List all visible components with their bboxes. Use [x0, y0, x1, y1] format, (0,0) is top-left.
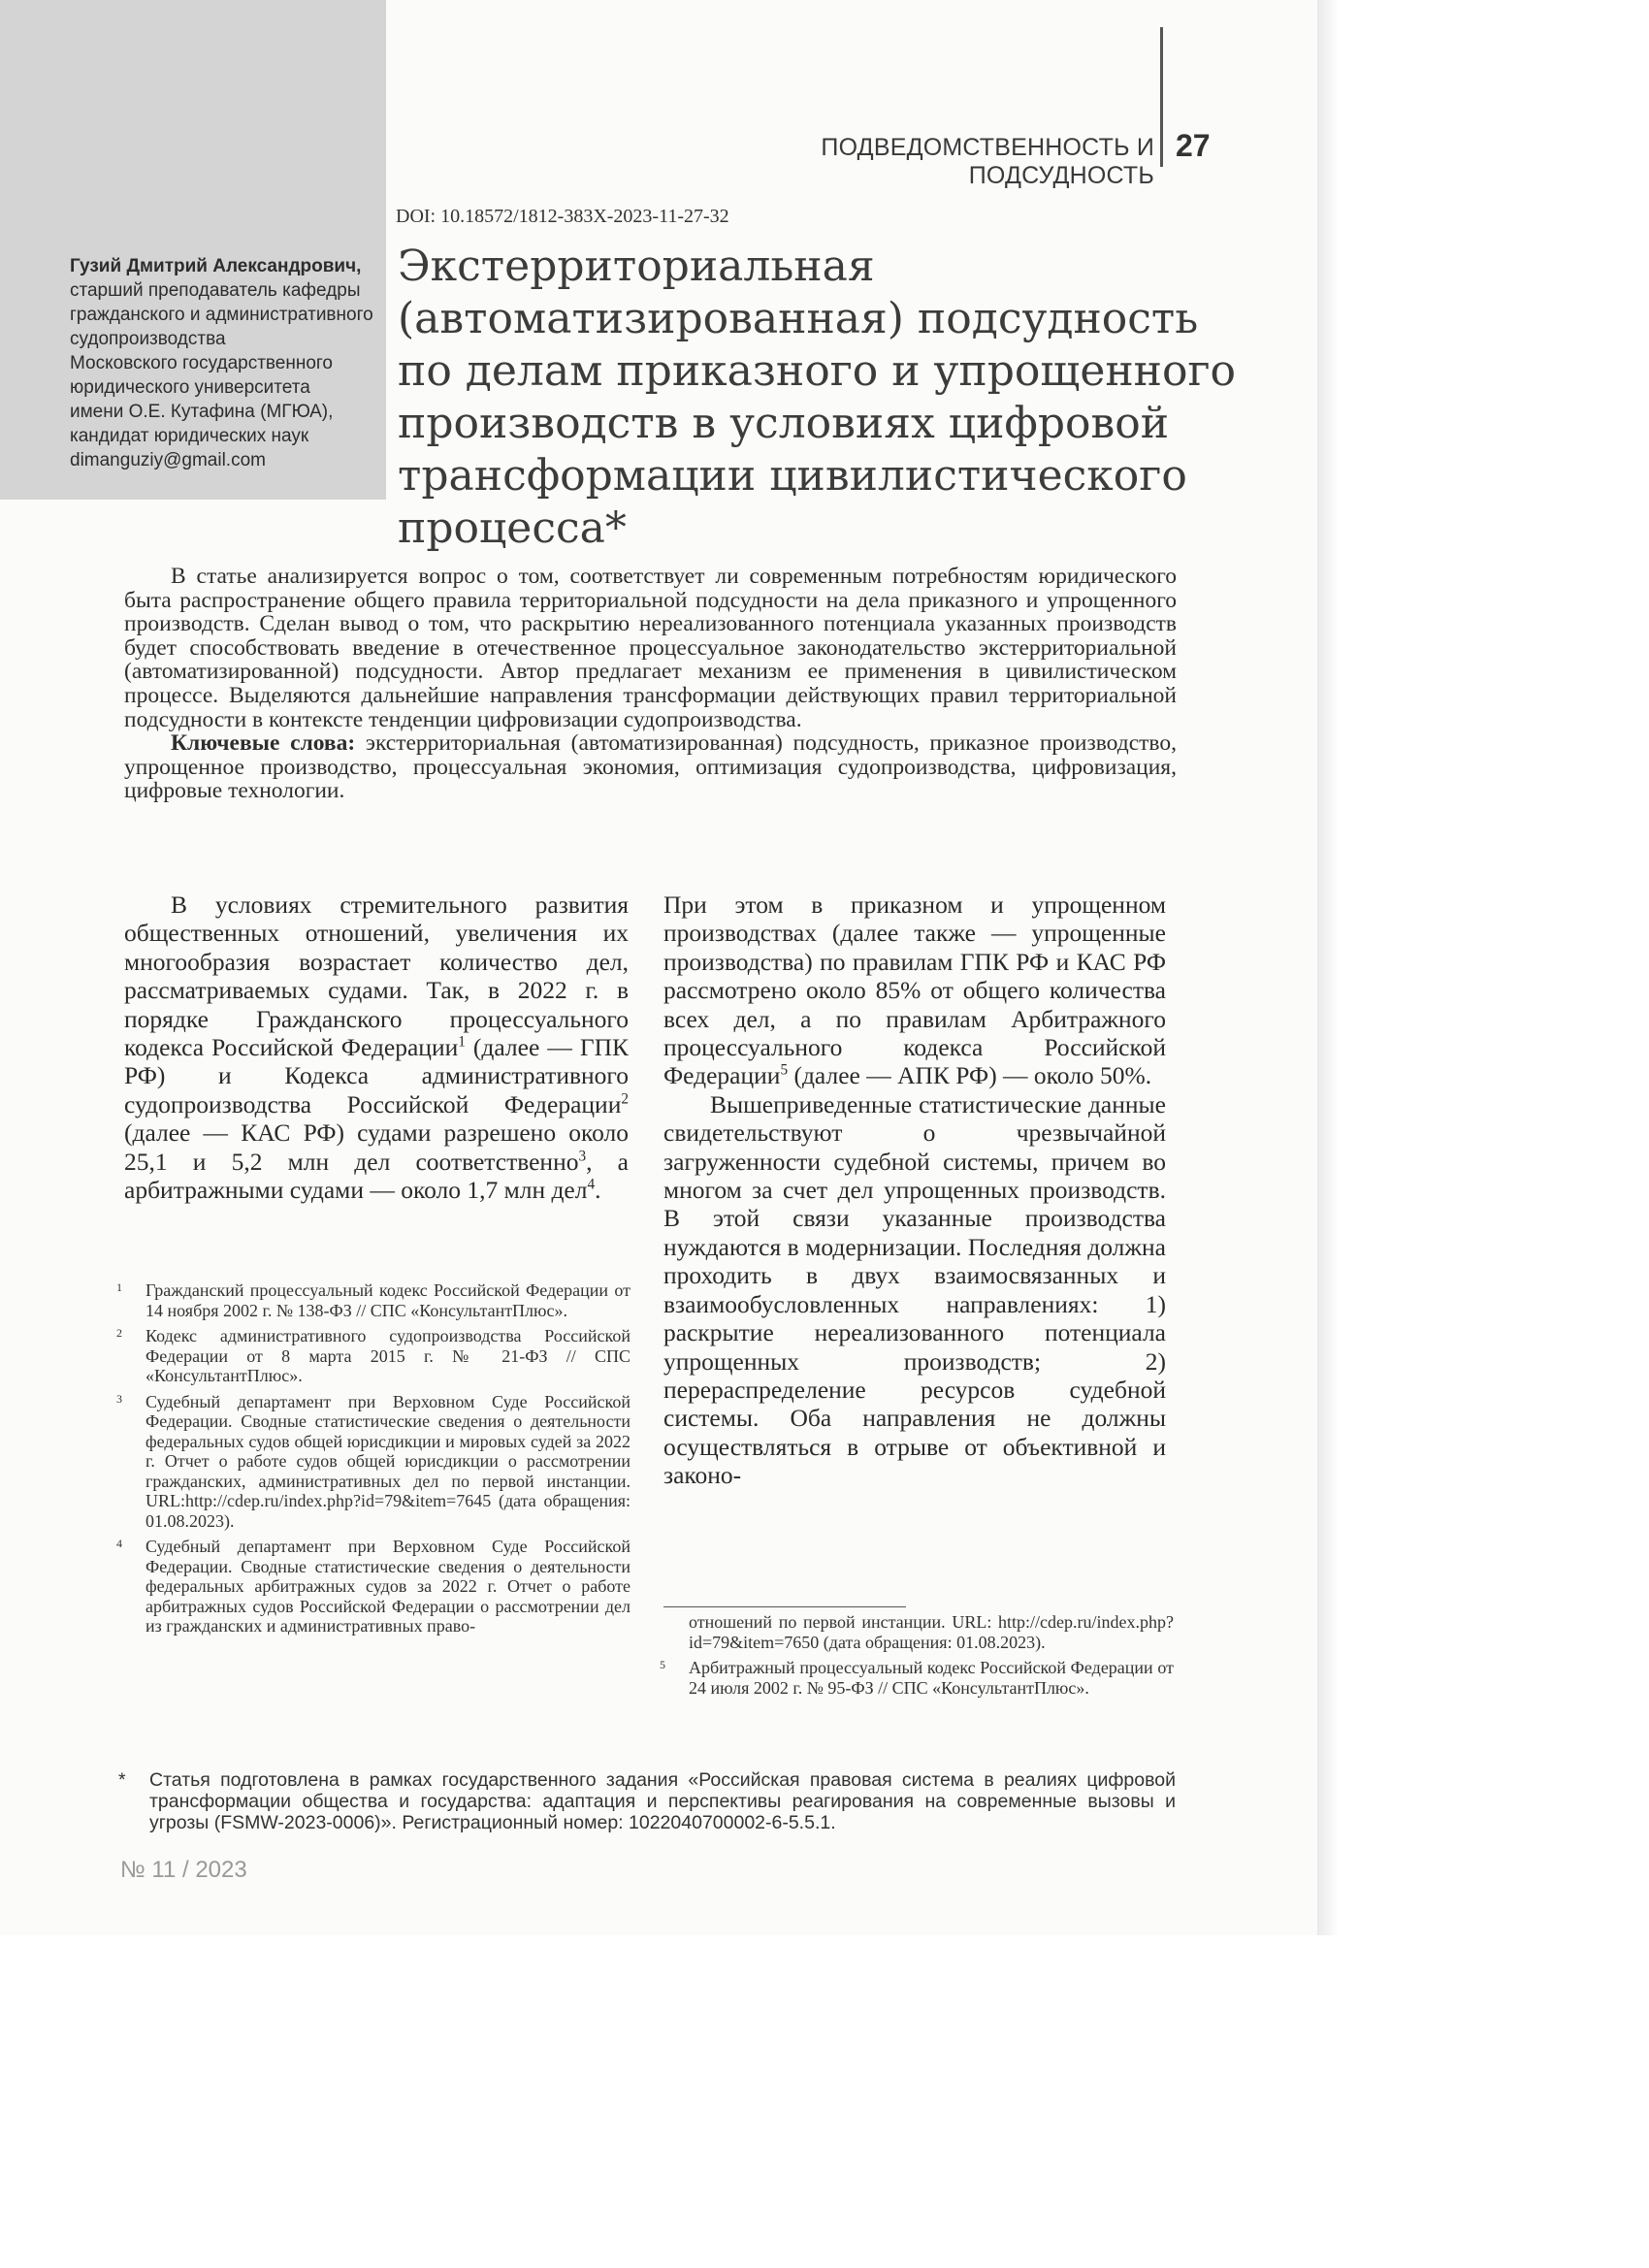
footnote-ref: 3 [578, 1148, 587, 1165]
body-text: При этом в приказном и упрощенном производствах (далее также — упрощенные производства) по правилам ГПК РФ и КАС РФ рассмотрено около 85% от общего количества всех дел, а по правилам Арбитражного процессуального кодекса Российской Федерации [663, 891, 1166, 1090]
footnote [116, 1392, 630, 1532]
footnote-ref: 2 [621, 1090, 629, 1108]
body-text: В условиях стремительного развития общественных отношений, увеличения их многообразия возрастает количество дел, рассматриваемых судами. Так, в 2022 г. в порядке Гражданского процессуального кодекса Российской Федерации [124, 891, 629, 1062]
footnote-text: Судебный департамент при Верховном Суде Российской Федерации. Сводные статистические сведения о деятельности федеральных арбитражных судов за 2022 г. Отчет о работе арбитражных судов Российской Федерации о рассмотрении дел из гражданских и административных право- [146, 1537, 630, 1636]
footnote [116, 1280, 630, 1320]
abstract-text: В статье анализируется вопрос о том, соответствует ли современным потребностям юридического быта распространение общего правила территориальной подсудности на дела приказного и упрощенного производств. Сделан вывод о том, что раскрытию нереализованного потенциала указанных производств будет способствовать введение в отечественное процессуальное законодательство экстерриториальной (автоматизированной) подсудности. Автор предлагает механизм ее применения в цивилистическом процессе. Выделяются дальнейшие направления трансформации действующих правил территориальной подсудности в контексте тенденции цифровизации судопроизводства. [124, 564, 1177, 732]
footnote [116, 1326, 630, 1386]
body-text: (далее — АПК РФ) — около 50%. [788, 1061, 1152, 1090]
asterisk-mark: * [118, 1769, 126, 1791]
footnote-ref: 5 [780, 1061, 789, 1079]
keywords-text: экстерриториальная (автоматизированная) подсудность, приказное производство, упрощенное производство, процессуальная экономия, оптимизация судопроизводства, цифровизация, цифровые технологии. [124, 730, 1177, 804]
body-text: . [595, 1176, 601, 1205]
article-title [398, 241, 1271, 555]
footnotes-left [116, 1280, 630, 1642]
title-line: Экстерриториальная [398, 242, 875, 291]
footnote-ref: 1 [458, 1033, 466, 1051]
body-paragraph: Вышеприведенные статистические данные свидетельствуют о чрезвычайной загруженности судебной системы, причем во многом за счет дел упрощенных производств. В этой связи указанные производства нуждаются в модернизации. Последняя должна проходить в двух взаимосвязанных и взаимообусловленных направлениях: 1) раскрытие нереализованного потенциала упрощенных производств; 2) перераспределение ресурсов судебной системы. Оба направления не должны осуществляться в отрыве от объективной и законо- [663, 1089, 1166, 1490]
footnote-mark: 2 [116, 1326, 122, 1340]
author-line: кандидат юридических наук [70, 426, 309, 446]
footnote-text: Арбитражный процессуальный кодекс Российской Федерации от 24 июля 2002 г. № 95-ФЗ // СПС «КонсультантПлюс». [689, 1658, 1174, 1698]
title-line: процесса* [398, 503, 627, 553]
footnote [660, 1658, 1174, 1698]
footnote-text: Гражданский процессуальный кодекс Российской Федерации от 14 ноября 2002 г. № 138-ФЗ // СПС «КонсультантПлюс». [146, 1280, 630, 1320]
running-head-section: ПОДВЕДОМСТВЕННОСТЬ И ПОДСУДНОСТЬ [821, 134, 1154, 189]
footnote-text: Судебный департамент при Верховном Суде Российской Федерации. Сводные статистические сведения о деятельности федеральных судов общей юрисдикции и мировых судей за 2022 г. Отчет о работе судов общей юрисдикции о рассмотрении гражданских, административных дел по первой инстанции. URL:http://cdep.ru/index.php?id=79&item=7645 (дата обращения: 01.08.2023). [146, 1391, 630, 1531]
footnote-divider [663, 1606, 906, 1607]
footnote-continuation: отношений по первой инстанции. URL: http://cdep.ru/index.php?id=79&item=7650 (дата обращения: 01.08.2023). [689, 1612, 1174, 1652]
title-line: по делам приказного и упрощенного [398, 346, 1237, 396]
author-line: гражданского и административного [70, 305, 373, 325]
header-divider [1160, 27, 1163, 167]
title-line: (автоматизированная) подсудность [398, 294, 1199, 343]
author-email: dimanguziy@gmail.com [70, 450, 266, 470]
body-paragraph [663, 891, 1166, 1090]
author-name: Гузий Дмитрий Александрович, [70, 256, 362, 276]
funding-note [118, 1769, 1176, 1833]
body-column-left [124, 891, 629, 1204]
body-paragraph [124, 891, 629, 1204]
keywords [124, 731, 1177, 803]
footnote-mark: 4 [116, 1537, 122, 1550]
author-line: старший преподаватель кафедры [70, 280, 361, 301]
page-edge-shadow [1317, 0, 1339, 1935]
keywords-label: Ключевые слова: [171, 730, 356, 757]
footnote-mark: 1 [116, 1280, 122, 1294]
title-line: трансформации цивилистического [398, 451, 1187, 501]
author-line: юридического университета [70, 377, 310, 398]
page-number: 27 [1176, 128, 1211, 163]
author-info [70, 254, 380, 472]
title-line: производств в условиях цифровой [398, 399, 1170, 448]
footnote [116, 1537, 630, 1636]
author-line: имени О.Е. Кутафина (МГЮА), [70, 402, 334, 422]
author-line: судопроизводства [70, 329, 226, 349]
footnote-ref: 4 [587, 1176, 596, 1193]
body-text: (далее — ГПК РФ) и Кодекса административного судопроизводства Российской Федерации [124, 1033, 629, 1118]
author-line: Московского государственного [70, 353, 333, 373]
body-column-right [663, 891, 1166, 1490]
funding-note-text: Статья подготовлена в рамках государственного задания «Российская правовая система в реалиях цифровой трансформации общества и государства: адаптация и перспективы реагирования на современные вызовы и угрозы (FSMW-2023-0006)». Регистрационный номер: 1022040700002-6-5.5.1. [149, 1769, 1176, 1833]
footnote-text: Кодекс административного судопроизводства Российской Федерации от 8 марта 2015 г. № 21-ФЗ // СПС «КонсультантПлюс». [146, 1326, 630, 1385]
doi: DOI: 10.18572/1812-383X-2023-11-27-32 [396, 206, 729, 227]
issue-number: № 11 / 2023 [120, 1857, 247, 1883]
body-text: , а арбитражными судами — около 1,7 млн дел [124, 1147, 629, 1205]
abstract [124, 565, 1177, 803]
footnote-mark: 3 [116, 1391, 122, 1406]
body-text: (далее — КАС РФ) судами разрешено около 25,1 и 5,2 млн дел соответственно [124, 1118, 629, 1176]
footnotes-right [660, 1612, 1174, 1703]
footnote-mark: 5 [660, 1658, 665, 1671]
